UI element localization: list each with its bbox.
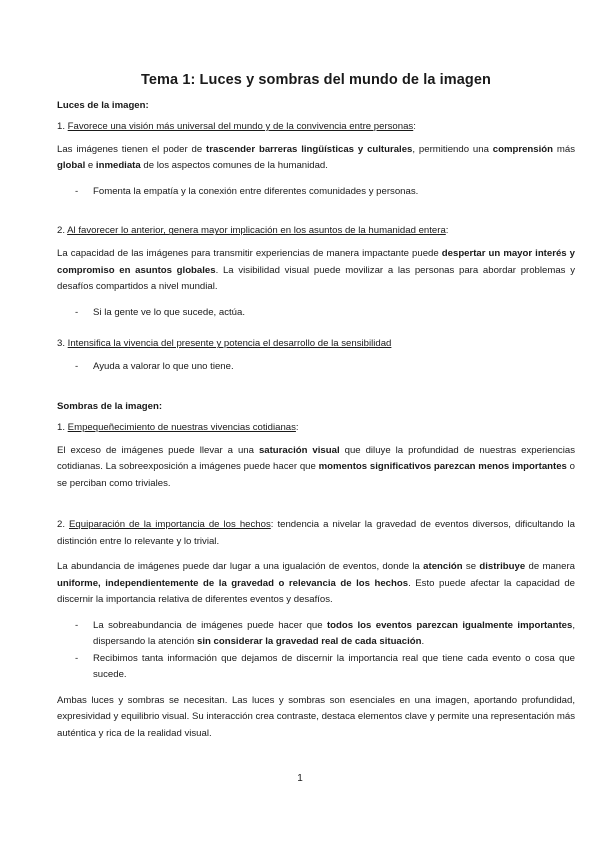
- list-item-text: Si la gente ve lo que sucede, actúa.: [93, 306, 246, 318]
- sombras-heading: Sombras de la imagen:: [57, 400, 163, 412]
- luces-item1-heading: [57, 121, 575, 134]
- text-run: La abundancia de imágenes puede dar lugar a una igualación de eventos, donde la: [57, 561, 424, 573]
- luces-item1-paragraph: [57, 142, 575, 175]
- list-item-text: Ayuda a valorar lo que uno tiene.: [93, 361, 234, 373]
- bold-run: distribuye: [479, 561, 526, 573]
- text-run: . La visibilidad visual puede movilizar a las personas para abordar problemas y desafíos compartidos a nivel mundial.: [57, 264, 575, 293]
- text-run: El exceso de imágenes puede llevar a una: [57, 444, 259, 456]
- bold-run: inmediata: [95, 160, 141, 172]
- bold-run: momentos significativos parezcan menos importantes: [318, 461, 567, 473]
- list-item: [57, 651, 575, 684]
- item-number: 3.: [57, 338, 68, 350]
- text-run: o se perciban como triviales.: [57, 461, 575, 489]
- sombras-item1-paragraph: [57, 443, 575, 493]
- bold-run: trascender barreras lingüísticas y culturales: [206, 143, 413, 155]
- sombras-item2-list: [57, 618, 575, 684]
- list-item: [57, 305, 575, 322]
- document-page: [57, 72, 575, 751]
- text-run: que diluye la profundidad de nuestras experiencias cotidianas. La sobreexposición a imágenes puede hacer que: [57, 444, 575, 473]
- conclusion-paragraph: Ambas luces y sombras se necesitan. Las luces y sombras son esenciales en una imagen, aportando profundidad, expresividad y equilibrio visual. Su interacción crea contraste, destaca elementos clave y permite una representación más auténtica y rica de la realidad visual.: [57, 694, 575, 739]
- item-number: 2.: [57, 519, 70, 531]
- text-run: Las imágenes tienen el poder de: [57, 143, 207, 155]
- sombras-item2-paragraph: [57, 559, 575, 609]
- item-colon: :: [445, 225, 449, 237]
- list-item: [57, 359, 575, 376]
- text-run: más: [553, 143, 576, 155]
- item-title: Empequeñecimiento de nuestras vivencias cotidianas: [67, 421, 296, 433]
- page-title: Tema 1: Luces y sombras del mundo de la imagen: [140, 72, 491, 88]
- bold-run: sin considerar la gravedad real de cada situación: [197, 636, 422, 648]
- bold-run: global: [57, 160, 86, 172]
- bold-run: comprensión: [492, 143, 554, 155]
- text-run: , dispersando la atención: [93, 619, 575, 648]
- item-number: 1.: [57, 121, 68, 132]
- dash-marker: -: [75, 361, 79, 373]
- item-number: 1.: [57, 421, 68, 433]
- luces-heading: Luces de la imagen:: [57, 100, 149, 111]
- item-title: Favorece una visión más universal del mundo y de la convivencia entre personas: [67, 121, 414, 132]
- bold-run: despertar un mayor interés y compromiso en asuntos globales: [57, 248, 575, 276]
- item-colon: :: [413, 121, 416, 132]
- item-title: Equiparación de la importancia de los hechos: [69, 519, 271, 531]
- item-title: Al favorecer lo anterior, genera mayor implicación en los asuntos de la humanidad entera: [67, 225, 446, 237]
- list-item-text: Fomenta la empatía y la conexión entre diferentes comunidades y personas.: [93, 185, 419, 197]
- item-description: : tendencia a nivelar la gravedad de eventos diversos, dificultando la distinción entre lo relevante y lo trivial.: [57, 519, 575, 547]
- dash-marker: -: [75, 306, 79, 318]
- luces-item1-list: [57, 184, 575, 201]
- dash-marker: -: [75, 652, 79, 664]
- list-item: [57, 618, 575, 651]
- sombras-item1-heading: [57, 422, 575, 435]
- text-run: , permitiendo una: [412, 143, 493, 155]
- list-item-text: Recibimos tanta información que dejamos de discernir la importancia real que tiene cada evento o cosa que sucede.: [93, 652, 575, 681]
- dash-marker: -: [75, 619, 79, 631]
- item-number: 2.: [57, 225, 68, 237]
- text-run: La capacidad de las imágenes para transmitir experiencias de manera impactante puede: [57, 248, 442, 260]
- bold-run: uniforme, independientemente de la gravedad o relevancia de los hechos: [57, 577, 409, 589]
- luces-item2-list: [57, 305, 575, 322]
- text-run: . Esto puede afectar la capacidad de discernir la importancia relativa de diferentes eventos y desafíos.: [57, 577, 575, 606]
- text-run: e: [85, 160, 96, 172]
- sombras-item2-heading: [57, 517, 575, 550]
- bold-run: todos los eventos parezcan igualmente importantes: [326, 619, 573, 631]
- text-run: se: [462, 561, 480, 573]
- bold-run: saturación visual: [258, 444, 340, 456]
- text-run: .: [421, 636, 425, 648]
- text-run: La sobreabundancia de imágenes puede hacer que: [93, 619, 327, 631]
- text-run: de manera: [525, 561, 575, 573]
- luces-item2-paragraph: [57, 246, 575, 296]
- bold-run: atención: [423, 561, 463, 573]
- luces-item3-list: [57, 359, 575, 376]
- list-item: [57, 184, 575, 201]
- text-run: de los aspectos comunes de la humanidad.: [140, 160, 328, 172]
- dash-marker: -: [75, 185, 79, 197]
- item-colon: :: [295, 421, 299, 433]
- luces-item3-heading: [57, 338, 575, 351]
- luces-item2-heading: [57, 225, 575, 238]
- item-title: Intensifica la vivencia del presente y potencia el desarrollo de la sensibilidad: [67, 338, 392, 350]
- page-number: 1: [297, 773, 303, 784]
